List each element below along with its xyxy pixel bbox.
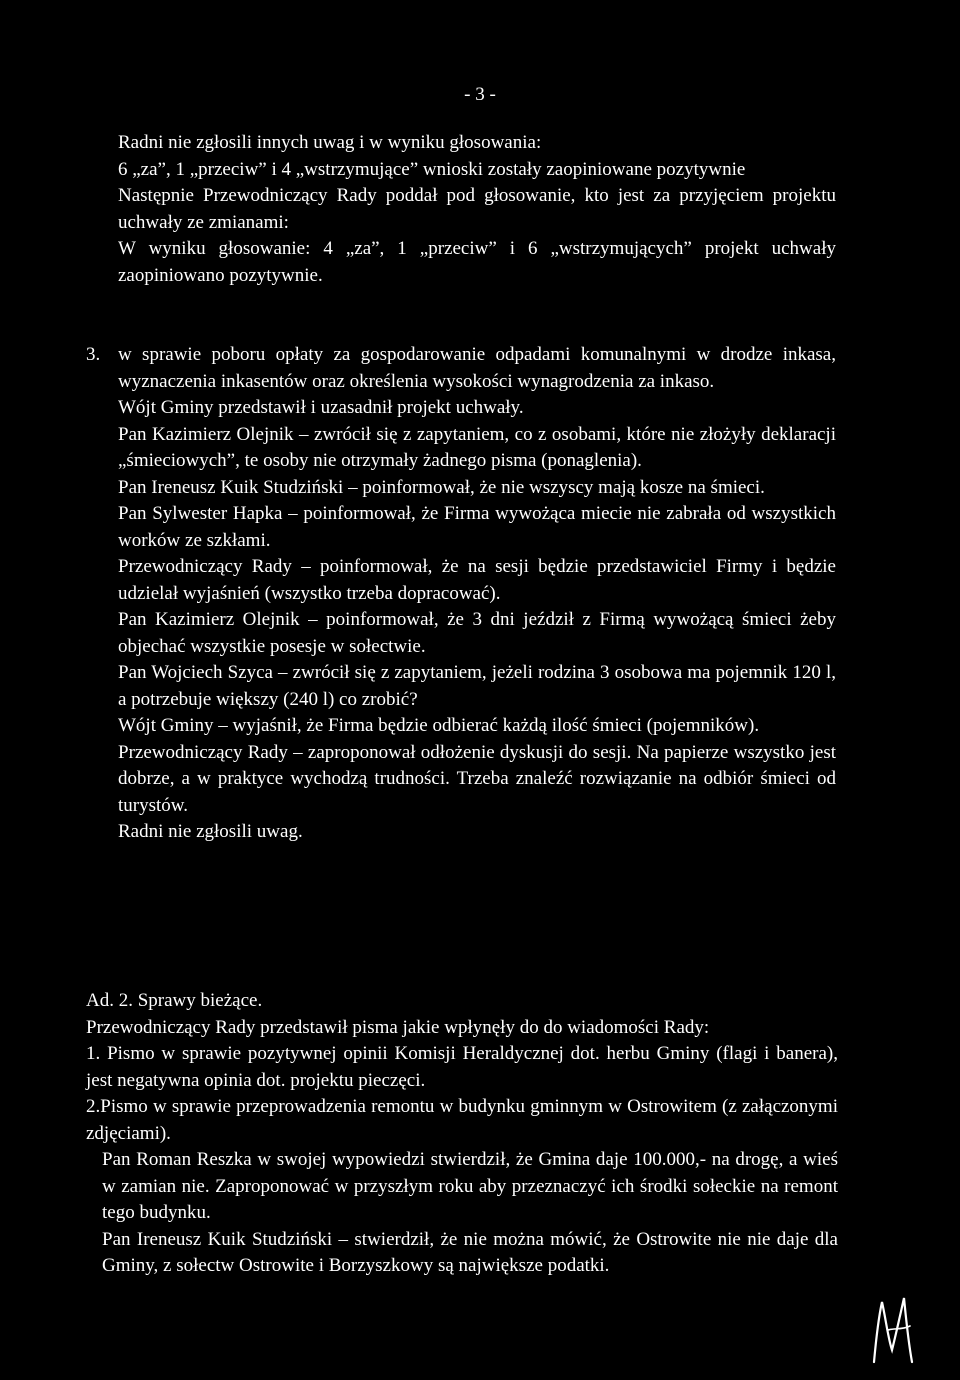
ad2-point-1: 1. Pismo w sprawie pozytywnej opinii Komisji Heraldycznej dot. herbu Gminy (flagi i banera), jest negatywna opinia dot. projektu pieczęci. [86,1043,838,1091]
intro-paragraph: Radni nie zgłosili innych uwag i w wyniku głosowania: [118,132,542,153]
item3-paragraph: w sprawie poboru opłaty za gospodarowanie odpadami komunalnymi w drodze inkasa, wyznaczenia inkasentów oraz określenia wysokości wynagrodzenia za inkaso. [118,344,836,392]
ad2-point-2: 2.Pismo w sprawie przeprowadzenia remontu w budynku gminnym w Ostrowitem (z załączonymi zdjęciami). [86,1096,838,1144]
item3-paragraph: Pan Ireneusz Kuik Studziński – poinformował, że nie wszyscy mają kosze na śmieci. [118,476,765,498]
item3-paragraph: Pan Kazimierz Olejnik – zwrócił się z zapytaniem, co z osobami, które nie złożyły deklaracji „śmieciowych”, te osoby nie otrzymały żadnego pisma (ponaglenia). [118,423,836,471]
item3-paragraph: Przewodniczący Rady – poinformował, że na sesji będzie przedstawiciel Firmy i będzie udzielał wyjaśnień (wszystko trzeba dopracować). [118,556,836,604]
ad2-paragraph: Pan Roman Reszka w swojej wypowiedzi stwierdził, że Gmina daje 100.000,- na drogę, a wieś w zamian nie. Zaproponować w przyszłym roku aby przeznaczyć ich środki sołeckie na remont tego budynku. [102,1149,838,1223]
item3-paragraph: Przewodniczący Rady – zaproponował odłożenie dyskusji do sesji. Na papierze wszystko jest dobrze, a w praktyce wychodzą trudności. Trzeba znaleźć rozwiązanie na odbiór śmieci od turystów. [118,741,836,816]
ad2-section [86,988,838,1280]
item3-paragraph: Pan Kazimierz Olejnik – poinformował, że 3 dni jeździł z Firmą wywożącą śmieci żeby objechać wszystkie posesje w sołectwie. [118,609,836,657]
item3-number: 3. [86,344,101,365]
intro-section [118,130,836,289]
ad2-heading: Ad. 2. Sprawy bieżące. [86,990,263,1011]
ad2-paragraph: Pan Ireneusz Kuik Studziński – stwierdził, że nie można mówić, że Ostrowite nie nie daje dla Gminy, z sołectw Ostrowite i Borzyszkowy są największe podatki. [102,1228,838,1276]
ad2-intro: Przewodniczący Rady przedstawił pisma jakie wpłynęły do do wiadomości Rady: [86,1016,710,1038]
item3-paragraph: Wójt Gminy – wyjaśnił, że Firma będzie odbierać każdą ilość śmieci (pojemników). [118,715,760,736]
item3-paragraph: Pan Sylwester Hapka – poinformował, że Firma wywożąca miecie nie zabrała od wszystkich worków ze szkłami. [118,503,836,551]
item3-paragraph: Wójt Gminy przedstawił i uzasadnił projekt uchwały. [118,397,524,418]
intro-paragraph: Następnie Przewodniczący Rady poddał pod głosowanie, kto jest za przyjęciem projektu uchwały ze zmianami: [118,185,836,233]
item3-section [118,342,836,846]
item3-paragraph: Radni nie zgłosili uwag. [118,821,303,842]
page-number: - 3 - [464,84,496,105]
intro-paragraph: W wyniku głosowanie: 4 „za”, 1 „przeciw” i 6 „wstrzymujących” projekt uchwały zaopiniowano pozytywnie. [118,238,836,286]
intro-paragraph: 6 „za”, 1 „przeciw” i 4 „wstrzymujące” wnioski zostały zaopiniowane pozytywnie [118,158,746,180]
item3-paragraph: Pan Wojciech Szyca – zwrócił się z zapytaniem, jeżeli rodzina 3 osobowa ma pojemnik 120 l, a potrzebuje większy (240 l) co zrobić? [118,662,836,710]
signature-initials [868,1290,920,1370]
